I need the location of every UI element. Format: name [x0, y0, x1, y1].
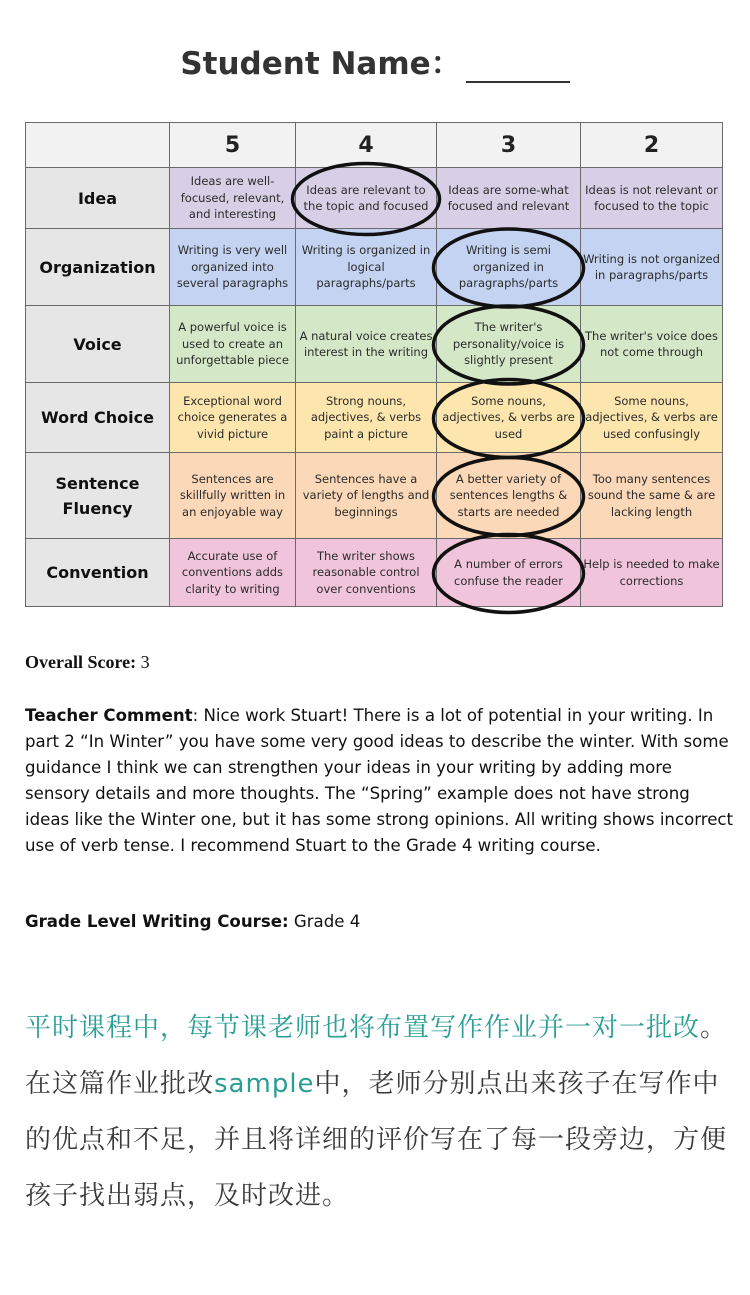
rubric-cell: Exceptional word choice generates a vivid picture: [170, 383, 296, 453]
category-label: Organization: [26, 229, 170, 306]
rubric-row-sentence-fluency: [26, 453, 723, 539]
rubric-cell: A powerful voice is used to create an unforgettable piece: [170, 306, 296, 383]
category-label: Idea: [26, 168, 170, 229]
category-label: Sentence Fluency: [26, 453, 170, 539]
rubric-cell: A number of errors confuse the reader: [437, 539, 581, 607]
rubric-cell: The writer's voice does not come through: [581, 306, 723, 383]
score-header: 2: [581, 123, 723, 168]
overall-score: [25, 652, 150, 673]
rubric-cell: Too many sentences sound the same & are lacking length: [581, 453, 723, 539]
rubric-cell: Strong nouns, adjectives, & verbs paint a picture: [296, 383, 437, 453]
rubric-cell: Ideas is not relevant or focused to the topic: [581, 168, 723, 229]
rubric-row-idea: [26, 168, 723, 229]
rubric-cell: Ideas are well-focused, relevant, and interesting: [170, 168, 296, 229]
chinese-highlight-text: 平时课程中，每节课老师也将布置写作作业并一对一批改: [25, 1013, 701, 1043]
grade-level-label: Grade Level Writing Course:: [25, 912, 289, 931]
grade-level-course: [25, 912, 360, 931]
student-name-line: [0, 38, 750, 83]
rubric-cell: Ideas are relevant to the topic and focused: [296, 168, 437, 229]
student-name-label: Student Name：: [180, 46, 462, 82]
rubric-cell: The writer shows reasonable control over conventions: [296, 539, 437, 607]
rubric-header-row: [26, 123, 723, 168]
chinese-body-text: 。在这篇作业批改: [25, 1013, 728, 1099]
rubric-cell: Writing is very well organized into several paragraphs: [170, 229, 296, 306]
writing-rubric-table: [25, 122, 723, 607]
score-header: 3: [437, 123, 581, 168]
rubric-cell: Sentences are skillfully written in an enjoyable way: [170, 453, 296, 539]
student-name-blank: [466, 51, 570, 83]
overall-score-label: Overall Score:: [25, 652, 137, 672]
rubric-row-convention: [26, 539, 723, 607]
rubric-cell: Some nouns, adjectives, & verbs are used confusingly: [581, 383, 723, 453]
rubric-row-organization: [26, 229, 723, 306]
teacher-comment-label: Teacher Comment: [25, 706, 193, 725]
rubric-cell: Accurate use of conventions adds clarity to writing: [170, 539, 296, 607]
rubric-row-word-choice: [26, 383, 723, 453]
overall-score-value: 3: [136, 652, 150, 672]
rubric-row-voice: [26, 306, 723, 383]
rubric-cell: Help is needed to make corrections: [581, 539, 723, 607]
rubric-cell: Writing is organized in logical paragraphs/parts: [296, 229, 437, 306]
rubric-cell: The writer's personality/voice is slightly present: [437, 306, 581, 383]
rubric-cell: A natural voice creates interest in the writing: [296, 306, 437, 383]
score-header: 4: [296, 123, 437, 168]
chinese-description: [25, 1000, 735, 1224]
rubric-cell: A better variety of sentences lengths & starts are needed: [437, 453, 581, 539]
category-label: Convention: [26, 539, 170, 607]
rubric-cell: Writing is semi organized in paragraphs/parts: [437, 229, 581, 306]
category-label: Word Choice: [26, 383, 170, 453]
rubric-cell: Sentences have a variety of lengths and beginnings: [296, 453, 437, 539]
rubric-corner: [26, 123, 170, 168]
chinese-body-text: 中，老师分别点出来孩子在写作中的优点和不足，并且将详细的评价写在了每一段旁边，方便孩子找出弱点，及时改进。: [25, 1069, 728, 1211]
grade-level-value: Grade 4: [288, 912, 361, 931]
teacher-comment: [25, 703, 737, 859]
chinese-highlight-sample: sample: [214, 1069, 315, 1099]
category-label: Voice: [26, 306, 170, 383]
rubric-cell: Writing is not organized in paragraphs/parts: [581, 229, 723, 306]
score-header: 5: [170, 123, 296, 168]
rubric-cell: Ideas are some-what focused and relevant: [437, 168, 581, 229]
rubric-cell: Some nouns, adjectives, & verbs are used: [437, 383, 581, 453]
teacher-comment-text: : Nice work Stuart! There is a lot of potential in your writing. In part 2 “In Winter” you have some very good ideas to describe the winter. With some guidance I think we can strengthen your ideas in your writing by adding more sensory details and more thoughts. The “Spring” example does not have strong ideas like the Winter one, but it has some strong opinions. All writing shows incorrect use of verb tense. I recommend Stuart to the Grade 4 writing course.: [25, 706, 734, 855]
